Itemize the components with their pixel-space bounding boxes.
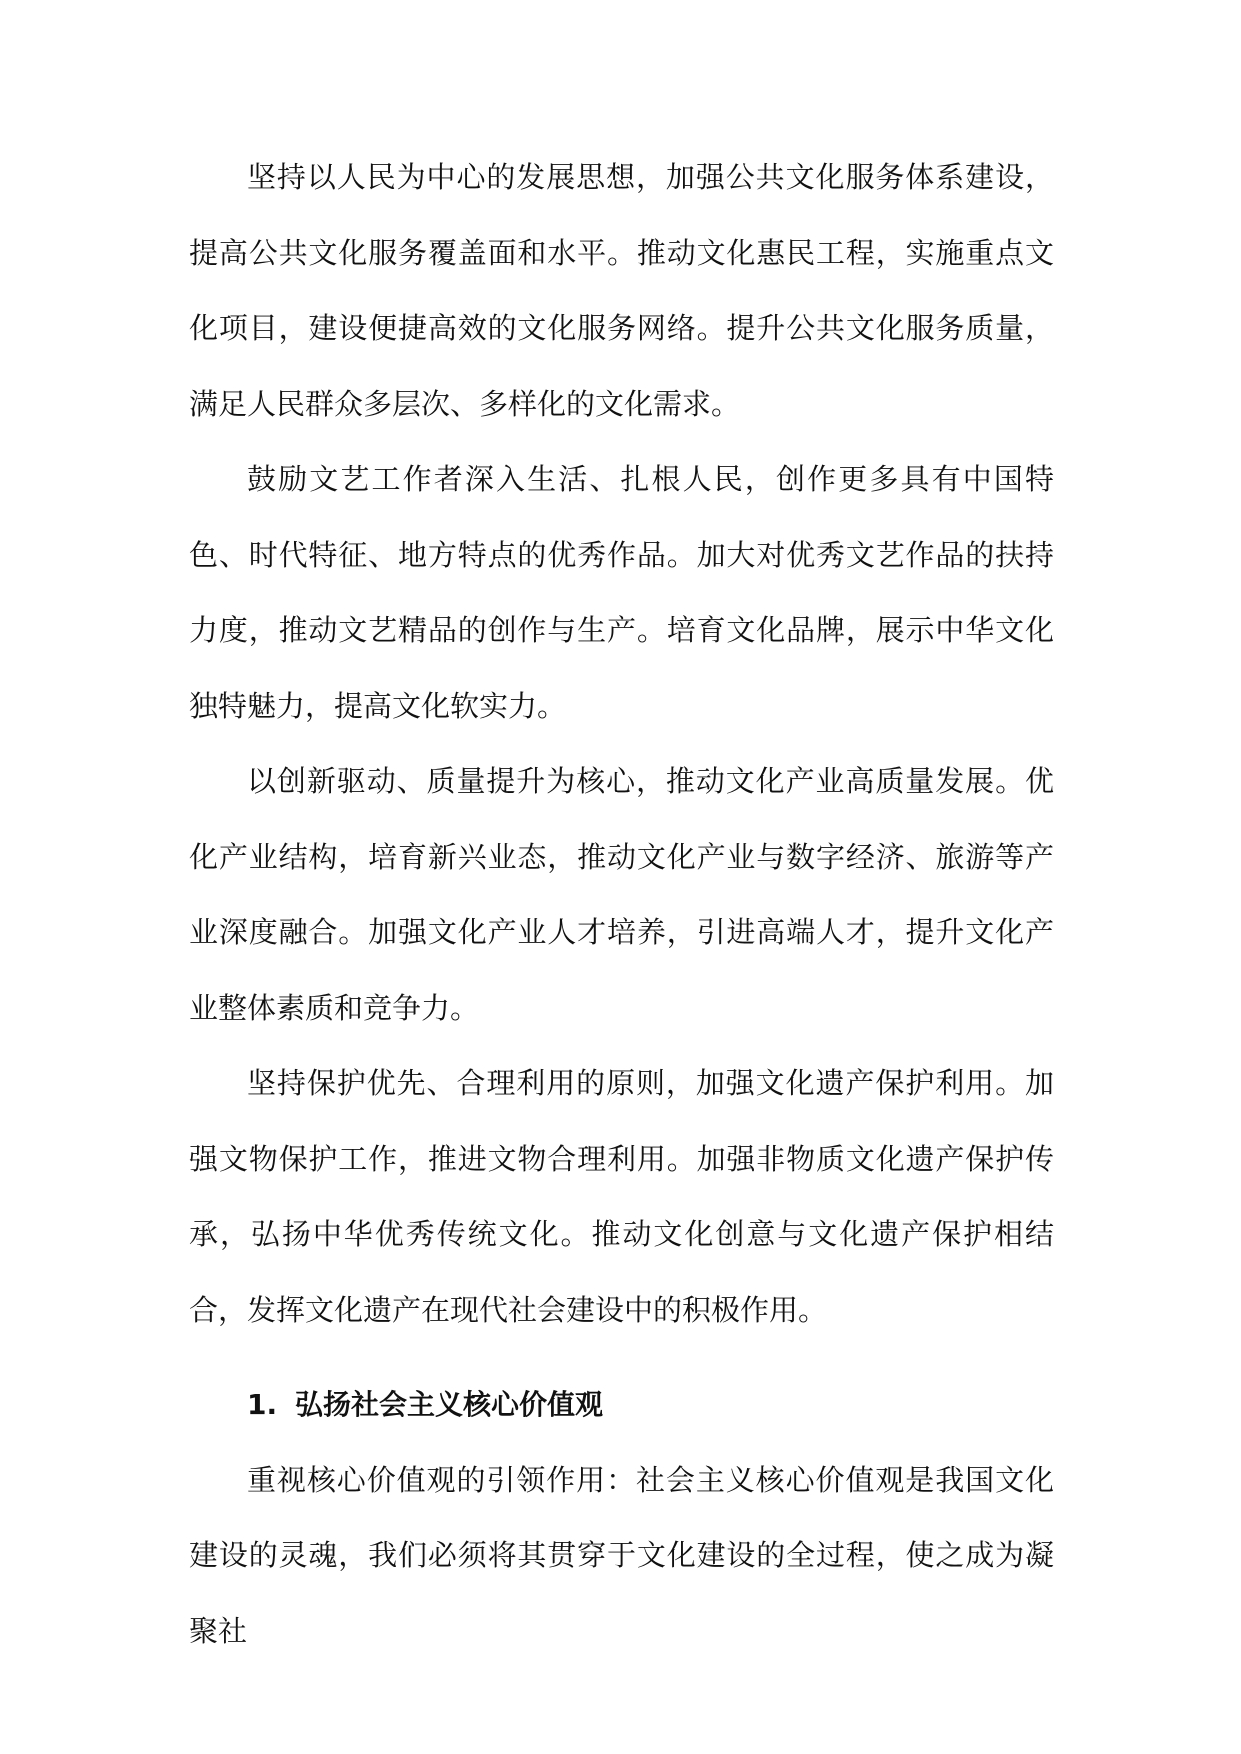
paragraph-literature-art: 鼓励文艺工作者深入生活、扎根人民，创作更多具有中国特色、时代特征、地方特点的优秀作品。加大对优秀文艺作品的扶持力度，推动文艺精品的创作与生产。培育文化品牌，展示中华文化独特魅力，提高文化软实力。: [189, 462, 1054, 723]
paragraph-core-values: 重视核心价值观的引领作用：社会主义核心价值观是我国文化建设的灵魂，我们必须将其贯穿于文化建设的全过程，使之成为凝聚社: [189, 1462, 1054, 1648]
section-heading-number: 1.: [247, 1388, 278, 1421]
section-heading-text: 弘扬社会主义核心价值观: [295, 1388, 604, 1421]
paragraph-cultural-industry: 以创新驱动、质量提升为核心，推动文化产业高质量发展。优化产业结构，培育新兴业态，推动文化产业与数字经济、旅游等产业深度融合。加强文化产业人才培养，引进高端人才，提升文化产业整体素质和竞争力。: [189, 764, 1054, 1025]
paragraph-cultural-heritage: 坚持保护优先、合理利用的原则，加强文化遗产保护利用。加强文物保护工作，推进文物合理利用。加强非物质文化遗产保护传承，弘扬中华优秀传统文化。推动文化创意与文化遗产保护相结合，发挥文化遗产在现代社会建设中的积极作用。: [189, 1066, 1054, 1327]
paragraph-public-culture: 坚持以人民为中心的发展思想，加强公共文化服务体系建设，提高公共文化服务覆盖面和水平。推动文化惠民工程，实施重点文化项目，建设便捷高效的文化服务网络。提升公共文化服务质量，满足人民群众多层次、多样化的文化需求。: [189, 160, 1054, 421]
section-heading: [189, 1367, 1054, 1443]
document-body: [189, 140, 1054, 1669]
